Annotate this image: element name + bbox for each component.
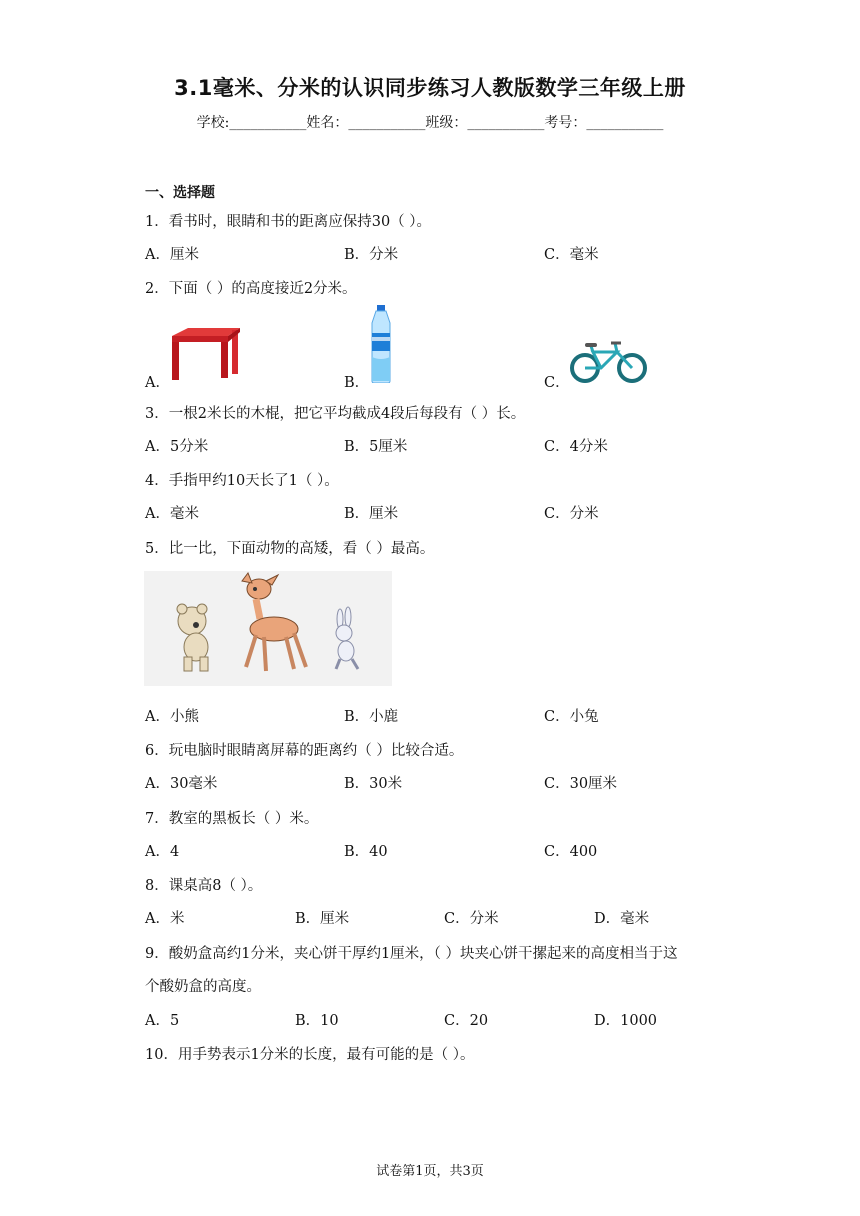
q7-option-c: C．400	[544, 844, 598, 860]
question-3: 3．一根2米长的木棍，把它平均截成4段后每段有（ ）长。	[145, 406, 526, 422]
q3-option-c: C．4分米	[544, 439, 608, 455]
q8-option-c: C．分米	[444, 911, 499, 927]
q5-option-b: B．小鹿	[344, 709, 399, 725]
q6-option-b: B．30米	[344, 776, 403, 792]
question-9-continued: 个酸奶盒的高度。	[145, 979, 261, 995]
q2-option-b: B．	[344, 375, 370, 391]
q2-option-a: A．	[145, 375, 170, 391]
question-10: 10．用手势表示1分米的长度，最有可能的是（ ）。	[145, 1047, 475, 1063]
q4-option-c: C．分米	[544, 506, 599, 522]
q5-option-c: C．小兔	[544, 709, 599, 725]
water-bottle-image	[368, 305, 394, 383]
page-title: 3.1毫米、分米的认识同步练习人教版数学三年级上册	[174, 76, 686, 100]
q2-option-c: C．	[544, 375, 570, 391]
q3-option-b: B．5厘米	[344, 439, 408, 455]
question-2: 2．下面（ ）的高度接近2分米。	[145, 281, 357, 297]
bicycle-image	[569, 340, 649, 384]
q1-option-b: B．分米	[344, 247, 399, 263]
q9-option-d: D．1000	[594, 1013, 658, 1029]
question-1: 1．看书时，眼睛和书的距离应保持30（ ）。	[145, 214, 432, 230]
q8-option-a: A．米	[145, 911, 185, 927]
page-footer: 试卷第1页，共3页	[376, 1164, 484, 1179]
q7-option-b: B．40	[344, 844, 388, 860]
table-image	[168, 328, 242, 380]
question-7: 7．教室的黑板长（ ）米。	[145, 811, 319, 827]
q4-option-b: B．厘米	[344, 506, 399, 522]
q9-option-a: A．5	[145, 1013, 180, 1029]
question-9: 9．酸奶盒高约1分米，夹心饼干厚约1厘米，（ ）块夹心饼干摞起来的高度相当于这	[145, 946, 678, 962]
question-8: 8．课桌高8（ ）。	[145, 878, 263, 894]
student-info-line: 学校:___________姓名：___________班级：___________考号：___________	[196, 115, 664, 131]
q8-option-b: B．厘米	[295, 911, 350, 927]
animals-image	[144, 571, 392, 686]
question-6: 6．玩电脑时眼睛离屏幕的距离约（ ）比较合适。	[145, 743, 464, 759]
q6-option-c: C．30厘米	[544, 776, 618, 792]
q1-option-c: C．毫米	[544, 247, 599, 263]
q8-option-d: D．毫米	[594, 911, 650, 927]
q3-option-a: A．5分米	[145, 439, 209, 455]
q5-option-a: A．小熊	[145, 709, 199, 725]
q4-option-a: A．毫米	[145, 506, 199, 522]
q1-option-a: A．厘米	[145, 247, 199, 263]
question-5: 5．比一比，下面动物的高矮，看（ ）最高。	[145, 541, 435, 557]
question-4: 4．手指甲约10天长了1（ ）。	[145, 473, 339, 489]
q7-option-a: A．4	[145, 844, 180, 860]
q9-option-c: C．20	[444, 1013, 489, 1029]
section-title: 一、选择题	[145, 185, 215, 201]
q9-option-b: B．10	[295, 1013, 339, 1029]
q6-option-a: A．30毫米	[145, 776, 218, 792]
